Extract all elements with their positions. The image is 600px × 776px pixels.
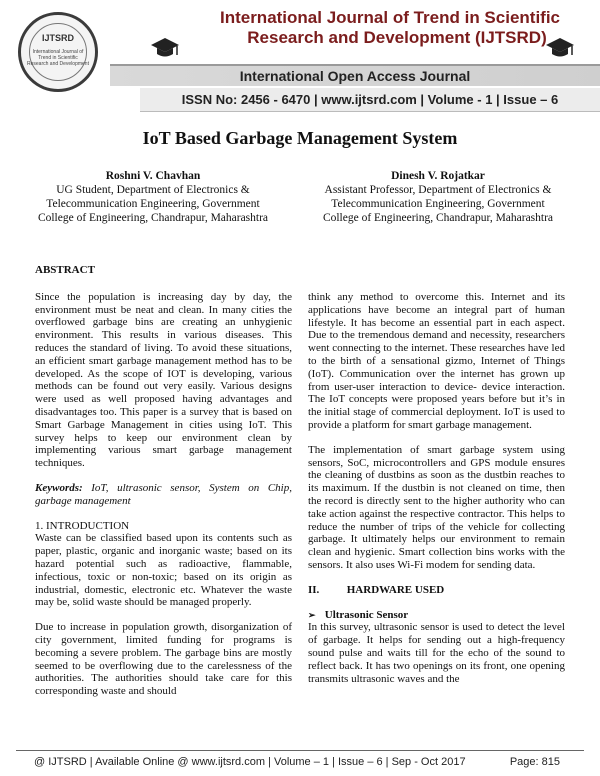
author-affiliation-line: UG Student, Department of Electronics & — [56, 184, 250, 196]
author-affiliation-line: Assistant Professor, Department of Electronics & — [324, 184, 552, 196]
hardware-heading — [308, 584, 565, 597]
keywords-text: IoT, ultrasonic sensor, System on Chip, garbage management — [35, 481, 292, 507]
author-affiliation-line: Telecommunication Engineering, Government — [331, 198, 545, 210]
page-footer — [0, 750, 600, 776]
author-name: Dinesh V. Rojatkar — [391, 170, 485, 182]
journal-title — [190, 8, 590, 48]
author-affiliation-line: Telecommunication Engineering, Government — [46, 198, 260, 210]
introduction-heading: 1. INTRODUCTION — [35, 519, 130, 532]
sensor-heading-text: Ultrasonic Sensor — [324, 608, 409, 621]
page-number: Page: 815 — [509, 756, 560, 768]
footer-rule — [16, 750, 584, 751]
right-column — [308, 291, 565, 685]
issn-band — [140, 88, 600, 112]
issn-line: ISSN No: 2456 - 6470 | www.ijtsrd.com | Volume - 1 | Issue – 6 — [181, 92, 559, 107]
sensor-heading — [308, 609, 565, 622]
open-access-band — [110, 64, 600, 86]
author-affiliation-line: College of Engineering, Chandrapur, Maharashtra — [37, 212, 269, 224]
keywords-label: Keywords: — [35, 481, 83, 494]
arrow-bullet-icon: ➢ — [308, 609, 316, 620]
keywords — [35, 482, 292, 508]
body-paragraph: The implementation of smart garbage system using sensors, SoC, microcontrollers and GPS module ensures the cleaning of dustbins as soon as the dustbin reaches to its maximum. If the dustbin is not cleaned on time, then the record is directly sent to the higher authority who can take action against the respective contractor. This helps to reduce the number of trips of the vehicle for collecting garbage. It ultimately helps our environment to remain clean and hygienic. Smart collection bins works with the sensors. It also uses Wi-Fi modem for sending data. — [308, 443, 565, 571]
journal-title-line1: International Journal of Trend in Scientific — [219, 8, 561, 27]
section-title: HARDWARE USED — [346, 583, 445, 596]
introduction-paragraph: Due to increase in population growth, disorganization of city government, limited funding for programs is becoming a severe problem. The garbage bins are mostly seemed to be overflowing due to the carelessness of the authorities. The authorities should take care for this corresponding waste and should — [35, 621, 292, 698]
logo-name: IJTSRD — [41, 33, 74, 43]
abstract-heading: ABSTRACT — [35, 264, 95, 276]
journal-logo — [18, 12, 98, 92]
abstract-text: Since the population is increasing day by day, the environment must be neat and clean. In many cities the overflowed garbage bins are creating an unhygienic environment. This results in various diseases. This reduces the standard of living. To avoid these situations, an efficient smart garbage management method has to be developed. As the scope of IOT is developing, various methods can be found out very easily. Various designs were used as well proposed having advantages and disadvantages too. This paper is a survey that is based on Smart Garbage Management in cities using IoT. This survey helps to keep our environment clean by implementing various smart garbage management techniques. — [35, 290, 292, 470]
journal-header — [0, 0, 600, 122]
author-affiliation-line: College of Engineering, Chandrapur, Maharashtra — [322, 212, 554, 224]
section-number: II. — [308, 583, 320, 596]
journal-title-line2: Research and Development (IJTSRD) — [247, 28, 547, 47]
author-block-1 — [18, 169, 288, 225]
author-name: Roshni V. Chavhan — [105, 170, 201, 182]
graduation-cap-icon — [150, 34, 180, 62]
left-column — [35, 264, 292, 710]
body-paragraph: think any method to overcome this. Internet and its applications have become an integral part of human lifestyle. It has become an essential part in each aspect. Due to the tremendous demand and necessity, researchers went connecting to the internet. These researches have led to the birth of a sensational gizmo, Internet of Things (IoT). Communication over the internet has grown up from user-user interaction to device- device interaction. The IoT concepts were proposed years before but it’s in the initial stage of commercial deployment. IoT is used to provide a platform for smart garbage management. — [308, 291, 565, 431]
open-access-label: International Open Access Journal — [239, 68, 471, 84]
paper-title: IoT Based Garbage Management System — [142, 128, 458, 148]
author-block-2 — [303, 169, 573, 225]
sensor-paragraph: In this survey, ultrasonic sensor is used to detect the level of garbage. It helps for sending out a high-frequency sound pulse and waits till for the echo of the sound to reflect back. It has two openings on its front, one opening transmits ultrasonic waves and the — [308, 621, 565, 685]
logo-subtitle: International Journal of Trend in Scientific Research and Development — [27, 49, 89, 67]
introduction-paragraph: Waste can be classified based upon its contents such as paper, plastic, organic and inorganic waste; based on its hazard potential such as radioactive, flammable, infectious, toxic or non-toxic; based on its origin as industrial, domestic, electronic etc. Whatever the waste may be, solid waste should be managed properly. — [35, 532, 292, 609]
footer-text: @ IJTSRD | Available Online @ www.ijtsrd.com | Volume – 1 | Issue – 6 | Sep - Oct 2017 — [34, 756, 466, 768]
